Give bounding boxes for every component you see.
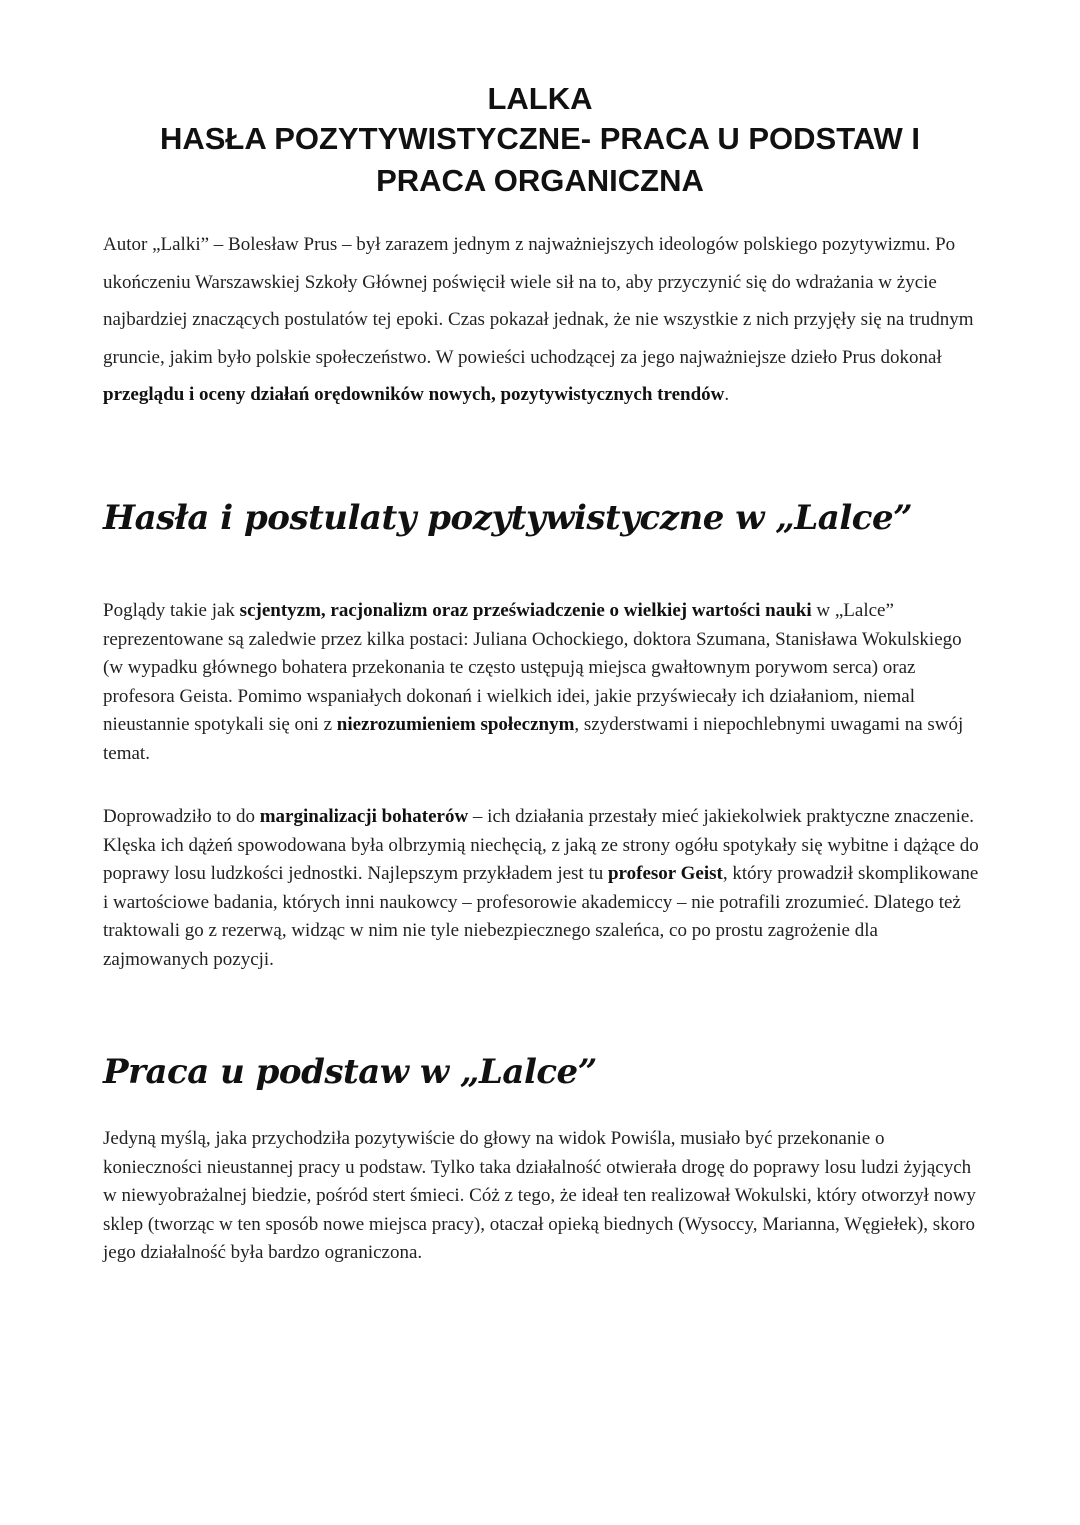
paragraph-text: – ich działania przestały mieć jakiekolwiek praktyczne znaczenie. Klęska ich dążeń spowodowana była olbrzymią niechęcią, z jaką ze strony ogółu spotykały się wybitne i dążące do poprawy losu ludzkości jednostki. Najlepszym przykładem jest tu: [103, 806, 979, 885]
intro-text: Autor „Lalki” – Bolesław Prus – był zarazem jednym z najważniejszych ideologów polskiego pozytywizmu. Po ukończeniu Warszawskiej Szkoły Głównej poświęcił wiele sił na to, aby przyczynić się do wdrażania w życie najbardziej znaczących postulatów tej epoki. Czas pokazał jednak, że nie wszystkie z nich przyjęły się na trudnym gruncie, jakim było polskie społeczeństwo. W powieści uchodzącej za jego najważniejsze dzieło Prus dokonał: [103, 234, 974, 368]
paragraph-text: Jedyną myślą, jaka przychodziła pozytywiście do głowy na widok Powiśla, musiało być przekonanie o konieczności nieustannej pracy u podstaw. Tylko taka działalność otwierała drogę do poprawy losu ludzi żyjących w niewyobrażalnej biedzie, pośród stert śmieci. Cóż z tego, że ideał ten realizował Wokulski, który otworzył nowy sklep (tworząc w ten sposób nowe miejsca pracy), otaczał opieką biednych (Wysoccy, Marianna, Węgiełek), skoro jego działalność była bardzo ograniczona.: [103, 1128, 976, 1264]
paragraph-text: w „Lalce” reprezentowane są zaledwie przez kilka postaci: Juliana Ochockiego, doktora Szumana, Stanisława Wokulskiego (w wypadku głównego bohatera przekonania te często ustępują miejsca gwałtownym porywom serca) oraz profesora Geista. Pomimo wspaniałych dokonań i wielkich idei, jakie przyświecały ich działaniom, niemal nieustannie spotykali się oni z: [103, 600, 962, 736]
paragraph-text: , który prowadził skomplikowane i wartościowe badania, których inni naukowcy – profesorowie akademiccy – nie potrafili zrozumieć. Dlatego też traktowali go z rezerwą, widząc w nim nie tyle niebezpiecznego szaleńca, co po prostu zagrożenie dla zajmowanych pozycji.: [103, 863, 979, 970]
paragraph-text: Poglądy takie jak: [103, 600, 240, 621]
paragraph-bold-text: profesor Geist: [607, 863, 723, 885]
intro-bold-text: przeglądu i oceny działań orędowników nowych, pozytywistycznych trendów: [103, 384, 725, 405]
section-heading-postulates: Hasła i postulaty pozytywistyczne w „Lalce”: [103, 498, 913, 538]
paragraph-bold-text: niezrozumieniem społecznym: [336, 714, 575, 736]
postulates-paragraph-1: [103, 597, 983, 769]
document-subtitle-line-2: PRACA ORGANICZNA: [376, 163, 704, 198]
document-subtitle-line-1: HASŁA POZYTYWISTYCZNE- PRACA U PODSTAW I: [159, 121, 921, 156]
paragraph-text: , szyderstwami i niepochlebnymi uwagami na swój temat.: [103, 714, 964, 764]
paragraph-bold-text: marginalizacji bohaterów: [259, 806, 469, 827]
section-heading-grassroots-work: Praca u podstaw w „Lalce”: [103, 1052, 597, 1092]
document-title: LALKA: [487, 81, 593, 116]
paragraph-bold-text: scjentyzm, racjonalizm oraz przeświadczenie o wielkiej wartości nauki: [239, 600, 812, 621]
paragraph-text: Doprowadziło to do: [103, 806, 260, 827]
intro-paragraph: [103, 226, 983, 414]
grassroots-work-paragraph: [103, 1125, 983, 1268]
postulates-paragraph-2: [103, 803, 983, 975]
intro-text-end: .: [724, 384, 730, 405]
